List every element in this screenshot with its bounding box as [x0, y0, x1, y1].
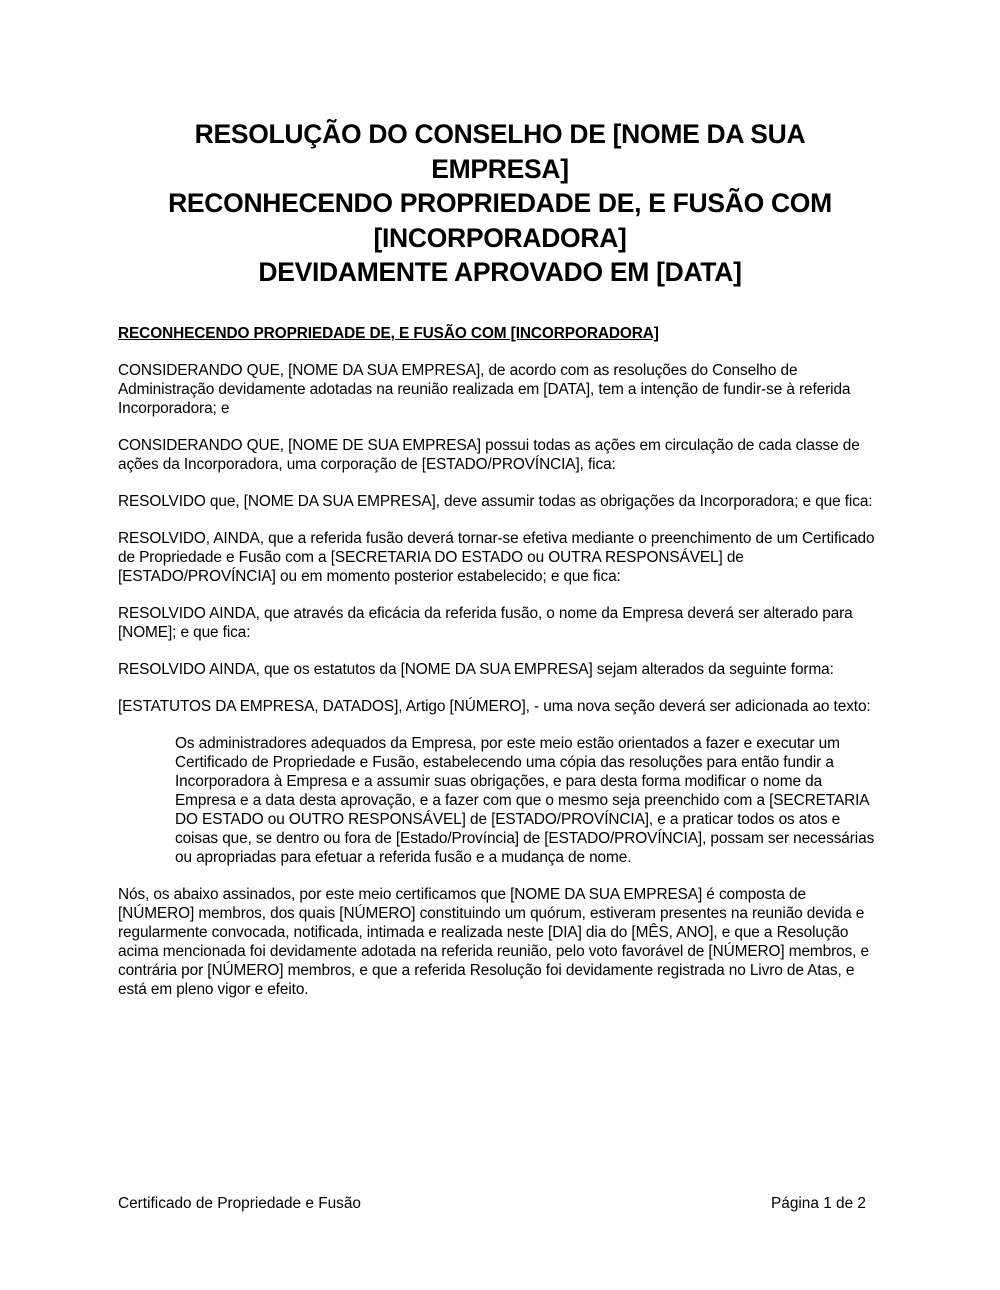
resolved-paragraph-3: RESOLVIDO AINDA, que através da eficácia da referida fusão, o nome da Empresa deverá ser alterado para [NOME]; e que fica: — [118, 605, 853, 641]
quoted-bylaw-text: Os administradores adequados da Empresa, por este meio estão orientados a fazer e executar um Certificado de Propriedade e Fusão, estabelecendo uma cópia das resoluções para então fundir a Incorporadora à Empresa e a assumir suas obrigações, e para desta forma modificar o nome da Empresa e a data desta aprovação, e a fazer com que o mesmo seja preenchido com a [SECRETARIA DO ESTADO ou OUTRO RESPONSÁVEL] de [ESTADO/PROVÍNCIA], e a praticar todos os atos e coisas que, se dentro ou fora de [Estado/Província] de [ESTADO/PROVÍNCIA], possam ser necessárias ou apropriadas para efetuar a referida fusão e a mudança de nome. — [175, 735, 875, 866]
section-heading: RECONHECENDO PROPRIEDADE DE, E FUSÃO COM [INCORPORADORA] — [118, 325, 659, 342]
document-body — [118, 324, 878, 1017]
resolved-paragraph-1: RESOLVIDO que, [NOME DA SUA EMPRESA], deve assumir todas as obrigações da Incorporadora; e que fica: — [118, 493, 873, 510]
certification-paragraph: Nós, os abaixo assinados, por este meio certificamos que [NOME DA SUA EMPRESA] é composta de [NÚMERO] membros, dos quais [NÚMERO] constituindo um quórum, estiveram presentes na reunião devida e regularmente convocada, notificada, intimada e realizada neste [DIA] dia do [MÊS, ANO], e que a Resolução acima mencionada foi devidamente adotada na referida reunião, pelo voto favorável de [NÚMERO] membros, e contrária por [NÚMERO] membros, e que a referida Resolução foi devidamente registrada no Livro de Atas, e está em pleno vigor e efeito. — [118, 886, 869, 998]
title-line: [INCORPORADORA] — [373, 222, 627, 253]
bylaws-paragraph: [ESTATUTOS DA EMPRESA, DATADOS], Artigo [NÚMERO], - uma nova seção deverá ser adicionada ao texto: — [118, 698, 871, 715]
title-line: RECONHECENDO PROPRIEDADE DE, E FUSÃO COM — [168, 188, 832, 218]
title-line: RESOLUÇÃO DO CONSELHO DE [NOME DA SUA — [194, 119, 806, 149]
whereas-paragraph-1: CONSIDERANDO QUE, [NOME DA SUA EMPRESA], de acordo com as resoluções do Conselho de Administração devidamente adotadas na reunião realizada em [DATA], tem a intenção de fundir-se à referida Incorporadora; e — [118, 362, 851, 417]
page-footer — [118, 1195, 866, 1213]
resolved-paragraph-4: RESOLVIDO AINDA, que os estatutos da [NOME DA SUA EMPRESA] sejam alterados da seguinte forma: — [118, 661, 834, 678]
whereas-paragraph-2: CONSIDERANDO QUE, [NOME DE SUA EMPRESA] possui todas as ações em circulação de cada classe de ações da Incorporadora, uma corporação de [ESTADO/PROVÍNCIA], fica: — [118, 437, 860, 473]
title-line: EMPRESA] — [431, 153, 569, 184]
title-line: DEVIDAMENTE APROVADO EM [DATA] — [258, 257, 742, 287]
footer-page-number: Página 1 de 2 — [771, 1195, 866, 1212]
resolved-paragraph-2: RESOLVIDO, AINDA, que a referida fusão deverá tornar-se efetiva mediante o preenchimento de um Certificado de Propriedade e Fusão com a [SECRETARIA DO ESTADO ou OUTRA RESPONSÁVEL] de [ESTADO/PROVÍNCIA] ou em momento posterior estabelecido; e que fica: — [118, 530, 875, 585]
footer-document-name: Certificado de Propriedade e Fusão — [118, 1195, 361, 1212]
document-title — [118, 117, 882, 290]
